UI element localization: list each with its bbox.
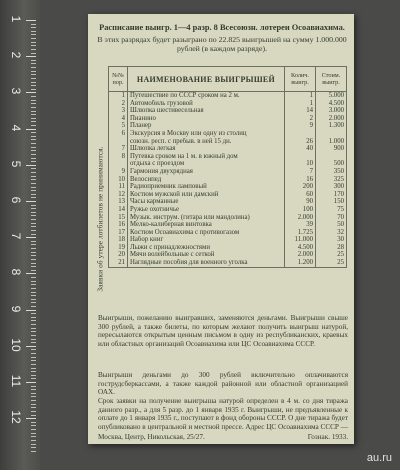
prize-name: Музык. инструм. (гитара или мандолина) [128,214,285,222]
ruler-tick [31,353,36,354]
ticket-subheading: В этих разрядах будет разыграно по 22.825 выигрышей на сумму 1.000.000 рублей (в каждом разряде). [97,35,347,53]
prize-number: 4 [109,115,128,123]
ruler-tick [31,208,36,209]
prize-quantity: 90 [285,198,316,206]
ruler-tick [31,357,36,358]
prize-quantity: 200 [285,183,316,191]
ruler-tick [31,139,36,140]
prize-name: Велосипед [128,176,285,184]
ruler-tick [31,263,36,264]
ruler-tick [31,67,36,68]
ruler-tick [31,161,36,162]
ruler-tick [31,107,36,108]
prize-name: Ружье охотничье [128,206,285,214]
ruler-tick [31,223,36,224]
prize-number: 11 [109,183,128,191]
ruler-tick [31,147,36,148]
prize-value: 25 [316,259,347,267]
ruler-tick [26,237,36,238]
prize-name: Пианино [128,115,285,123]
prize-number: 7 [109,145,128,153]
prize-number: 18 [109,236,128,244]
ruler-tick [31,158,36,159]
ruler-tick [26,20,36,21]
prize-name: Путешествие по СССР сроком на 2 м. [128,92,285,100]
prize-row [109,138,347,146]
ruler-tick [31,342,36,343]
ruler-tick [31,172,36,173]
ruler-tick [31,335,36,336]
ruler-tick [26,165,36,166]
ruler-tick [31,31,36,32]
ruler-tick [31,320,36,321]
ruler-tick [31,78,36,79]
ruler-tick [31,317,36,318]
prize-value: 25 [316,251,347,259]
ruler-tick [31,85,36,86]
ruler-tick [31,386,36,387]
ruler-number: 5 [9,160,23,168]
ruler-tick [31,313,36,314]
ruler-tick [31,451,36,452]
prize-row [109,206,347,214]
ruler-tick [31,411,36,412]
prize-name: Костюм Осоавиахима с противогазом [128,229,285,237]
address-line [98,433,348,441]
ruler-tick [31,38,36,39]
ruler-tick [31,281,36,282]
ruler-tick [26,346,36,347]
ruler-tick [31,230,36,231]
prize-row [109,100,347,108]
prize-value: 50 [316,221,347,229]
prize-name: отдыха с проездом [128,160,285,168]
prize-value: 900 [316,145,347,153]
prize-quantity: 10 [285,160,316,168]
ruler-tick [31,429,36,430]
ruler-tick [31,212,36,213]
cash-payout-note: Выигрыши деньгами до 300 рублей включительно оплачиваются гострудсберкассами, а также каждой районной или областной организацией ОАХ. [98,371,348,397]
ruler-tick [31,360,36,361]
prize-quantity: 26 [285,138,316,146]
prize-name: Экскурсия в Москву или одну из столиц [128,130,285,138]
ruler-tick [31,331,36,332]
ruler-tick [31,299,36,300]
ruler-tick [31,197,36,198]
ruler-tick [31,389,36,390]
ruler-tick [31,74,36,75]
prize-row [109,168,347,176]
watermark: au.ru [366,452,392,464]
ruler-number: 12 [9,410,23,424]
prize-name: Мелко-калиберная винтовка [128,221,285,229]
prize-row [109,214,347,222]
measuring-ruler [0,0,40,470]
prize-quantity: 9 [285,122,316,130]
prize-number: 16 [109,221,128,229]
vertical-notice-text: Заявки об утере лотбилетов не принимаются. [95,146,105,292]
ruler-tick [31,244,36,245]
prize-value: 3.000 [316,107,347,115]
ruler-tick [31,328,36,329]
ruler-tick [31,349,36,350]
prize-number: 10 [109,176,128,184]
header-quantity: Колич. выигр. [285,67,316,92]
prize-value: 1.300 [316,122,347,130]
prize-row [109,176,347,184]
prize-number: 19 [109,244,128,252]
ruler-tick [31,34,36,35]
ruler-tick [31,306,36,307]
prize-table [108,66,347,268]
prize-quantity: 60 [285,191,316,199]
ruler-tick [31,259,36,260]
ruler-tick [31,89,36,90]
ruler-tick [31,205,36,206]
ruler-tick [31,288,36,289]
ruler-tick [31,118,36,119]
prize-row [109,153,347,161]
prize-number: 21 [109,259,128,267]
payout-rules: Выигрыши, пожеланию выигравших, заменяются деньгами. Выигрыши свыше 300 рублей, а также билеты, по которым желают получить выигрыш натурой, пересылаются открытым ценным письмом в одну из республиканских, краевых или областных организаций Осоавиахима или ЦС Осоавиахима СССР. [98,314,348,348]
lottery-ticket-back [88,14,354,444]
prize-quantity: 39 [285,221,316,229]
ruler-tick [31,266,36,267]
ruler-tick [31,364,36,365]
ruler-tick [31,422,36,423]
prize-value: 300 [316,183,347,191]
ruler-number: 1 [9,15,23,23]
prize-number: 20 [109,251,128,259]
ruler-tick [31,393,36,394]
ruler-number: 3 [9,88,23,95]
prize-row [109,259,347,267]
ruler-tick [31,103,36,104]
prize-row [109,244,347,252]
prize-quantity: 2 [285,115,316,123]
prize-value: 1.000 [316,138,347,146]
prize-row [109,198,347,206]
prize-value: 30 [316,236,347,244]
ruler-tick [31,132,36,133]
ruler-tick [31,154,36,155]
prize-name: Лыжи с принадлежностями [128,244,285,252]
ruler-tick [31,150,36,151]
prize-number: 17 [109,229,128,237]
ruler-tick [26,56,36,57]
prize-number: 6 [109,130,128,138]
prize-number: 3 [109,107,128,115]
prize-name: Набор книг [128,236,285,244]
ruler-tick [26,273,36,274]
prize-name: Часы карманные [128,198,285,206]
prize-name: Шлюпка легкая [128,145,285,153]
prize-number: 12 [109,191,128,199]
ruler-number: 11 [9,374,23,388]
ruler-tick [31,143,36,144]
prize-value: 170 [316,191,347,199]
ruler-tick [31,187,36,188]
ruler-tick [31,24,36,25]
ruler-tick [31,100,36,101]
prize-row [109,251,347,259]
ruler-tick [31,60,36,61]
ruler-tick [31,241,36,242]
printer-mark: Гознак. 1933. [307,433,348,441]
ruler-tick [31,215,36,216]
ruler-tick [31,433,36,434]
ruler-tick [31,114,36,115]
ruler-tick [26,418,36,419]
ruler-tick [31,425,36,426]
ruler-tick [31,277,36,278]
ruler-tick [31,121,36,122]
ruler-tick [31,378,36,379]
prize-name: Наглядные пособия для военного уголка [128,259,285,267]
prize-quantity: 1 [285,92,316,100]
prize-row [109,145,347,153]
ruler-tick [31,234,36,235]
prize-name: Мячи волейбольные с сеткой [128,251,285,259]
ruler-tick [31,226,36,227]
prize-row [109,92,347,100]
ruler-tick [26,201,36,202]
prize-value: 325 [316,176,347,184]
prize-number: 5 [109,122,128,130]
ruler-tick [31,183,36,184]
ruler-number: 7 [9,232,23,240]
prize-name: Костюм мужской или дамский [128,191,285,199]
ruler-tick [31,292,36,293]
prize-value: 350 [316,168,347,176]
prize-row [109,191,347,199]
ruler-tick [31,270,36,271]
ruler-tick [31,53,36,54]
header-number: №№ пор. [109,67,128,92]
ruler-tick [31,415,36,416]
ruler-tick [31,63,36,64]
prize-number: 14 [109,206,128,214]
ruler-number: 6 [9,196,23,204]
header-value: Стоим. выигр. [316,67,347,92]
ruler-tick [26,129,36,130]
prize-row [109,221,347,229]
ruler-tick [31,252,36,253]
prize-quantity [285,130,316,138]
prize-quantity: 1 [285,100,316,108]
prize-quantity: 11.000 [285,236,316,244]
prize-row [109,236,347,244]
ruler-tick [31,96,36,97]
ruler-tick [31,71,36,72]
prize-name: Путевка сроком на 1 м. в южный дом [128,153,285,161]
ruler-tick [31,49,36,50]
prize-number: 9 [109,168,128,176]
ruler-tick [31,400,36,401]
ruler-number: 10 [9,338,23,352]
ruler-tick [31,111,36,112]
prize-value: 150 [316,198,347,206]
ruler-number: 8 [9,269,23,276]
prize-quantity: 16 [285,176,316,184]
prize-quantity [285,153,316,161]
ruler-number: 9 [9,305,23,312]
prize-name: союзн. респ. с пребыв. в ней 15 дн. [128,138,285,146]
ruler-tick [31,45,36,46]
ruler-tick [31,168,36,169]
ruler-tick [31,219,36,220]
prize-value: 75 [316,206,347,214]
ruler-tick [31,176,36,177]
prize-number: 15 [109,214,128,222]
prize-quantity: 7 [285,168,316,176]
ruler-tick [31,447,36,448]
ruler-tick [31,179,36,180]
prize-quantity: 1.200 [285,259,316,267]
prize-row [109,160,347,168]
ruler-tick [31,407,36,408]
ruler-tick [31,295,36,296]
ruler-tick [31,404,36,405]
prize-value: 28 [316,244,347,252]
ruler-tick [31,136,36,137]
prize-value: 5.000 [316,92,347,100]
prize-quantity: 2.000 [285,214,316,222]
prize-quantity: 40 [285,145,316,153]
ruler-number: 4 [9,124,23,131]
ruler-tick [31,302,36,303]
claim-deadline-note: Срок заявки на получение выигрыша натурой определен в 4 м. со дня тиража данного разр., а для 5 разр. до 1 января 1935 г. Выигрыши, не предъявленные к оплате до 1 января 1935 г., поступают в фонд обороны СССР. О дне тиража будет опубликовано в центральной и местной прессе. Адрес ЦС Осоавиахима СССР — [98,397,348,431]
ruler-tick [31,444,36,445]
ruler-tick [31,375,36,376]
prize-row [109,130,347,138]
prize-number [109,160,128,168]
ruler-tick [31,339,36,340]
ruler-tick [31,436,36,437]
prize-quantity: 2.000 [285,251,316,259]
ruler-tick [31,284,36,285]
ruler-tick [31,324,36,325]
ruler-tick [31,194,36,195]
ruler-tick [31,371,36,372]
prize-value: 32 [316,229,347,237]
ruler-tick [31,42,36,43]
prize-value: 2.000 [316,115,347,123]
ruler-tick [31,440,36,441]
address: Москва, Центр, Никольская, 25/27. [98,433,205,441]
ruler-tick [31,255,36,256]
ruler-tick [31,82,36,83]
ruler-number: 2 [9,51,23,59]
prize-quantity: 100 [285,206,316,214]
ruler-tick [31,396,36,397]
prize-row [109,183,347,191]
prize-value [316,153,347,161]
prize-number: 2 [109,100,128,108]
ruler-tick [26,310,36,311]
prize-quantity: 4.500 [285,244,316,252]
ruler-tick [26,382,36,383]
prize-number: 13 [109,198,128,206]
ruler-tick [31,190,36,191]
prize-name: Радиоприемник ламповый [128,183,285,191]
prize-row [109,229,347,237]
ruler-tick [26,92,36,93]
prize-name: Автомобиль грузовой [128,100,285,108]
ruler-tick [31,368,36,369]
prize-name: Гармония двухрядная [128,168,285,176]
prize-value [316,130,347,138]
prize-value: 4.500 [316,100,347,108]
prize-row [109,122,347,130]
prize-number: 1 [109,92,128,100]
prize-name: Шлюпка шестивесельная [128,107,285,115]
ticket-heading: Расписание выигр. 1—4 разр. 8 Всесоюзн. лотереи Осоавиахима. [99,23,345,32]
header-name: НАИМЕНОВАНИЕ ВЫИГРЫШЕЙ [128,67,285,92]
prize-number [109,138,128,146]
ruler-tick [31,248,36,249]
prize-quantity: 1.725 [285,229,316,237]
prize-value: 70 [316,214,347,222]
prize-quantity: 14 [285,107,316,115]
prize-name: Планер [128,122,285,130]
prize-table-header [109,67,347,92]
prize-value: 500 [316,160,347,168]
prize-row [109,107,347,115]
prize-number: 8 [109,153,128,161]
prize-row [109,115,347,123]
ruler-tick [31,125,36,126]
ruler-tick [31,27,36,28]
